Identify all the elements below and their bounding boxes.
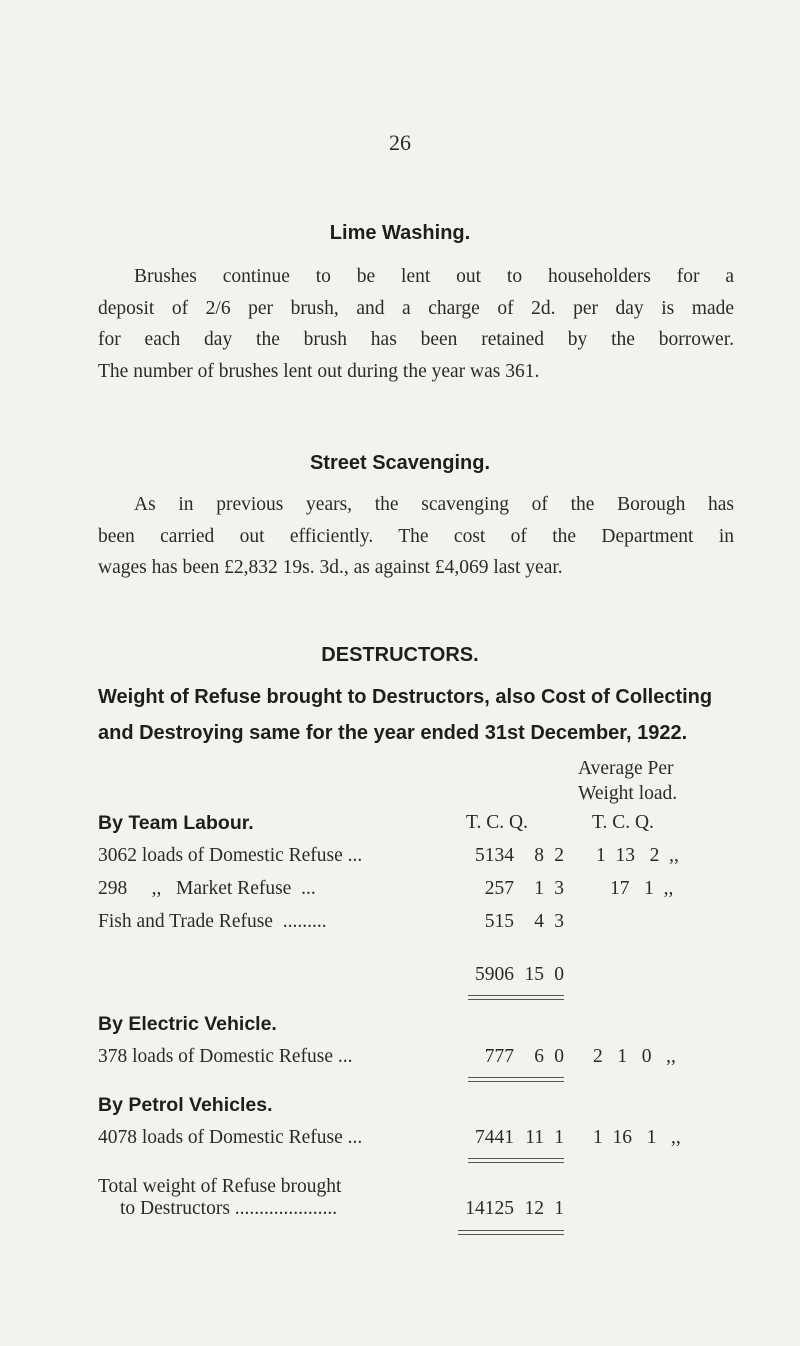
team-labour-heading: By Team Labour. — [98, 812, 254, 834]
petrol-tons: 7441 — [475, 1127, 514, 1148]
grand-total-rule-top — [458, 1230, 564, 1231]
team-row-3-qtr: 3 — [554, 911, 564, 932]
lime-line-3: for each day the brush has been retained by the borrower. — [98, 329, 734, 350]
petrol-average: 1 16 1 ,, — [593, 1127, 681, 1148]
team-total-rule-top — [468, 995, 564, 996]
team-row-2-qtr: 3 — [554, 878, 564, 899]
grand-total-label-line-2: to Destructors ..................... — [120, 1198, 338, 1219]
petrol-qtr: 1 — [554, 1127, 564, 1148]
petrol-heading: By Petrol Vehicles. — [98, 1094, 273, 1116]
electric-heading: By Electric Vehicle. — [98, 1013, 277, 1035]
team-row-2-label: 298 ,, Market Refuse ... — [98, 878, 316, 899]
team-row-1-label: 3062 loads of Domestic Refuse ... — [98, 845, 363, 866]
electric-rule-bottom — [468, 1081, 564, 1082]
petrol-label: 4078 loads of Domestic Refuse ... — [98, 1127, 363, 1148]
lime-washing-heading: Lime Washing. — [329, 222, 471, 244]
destructors-heading: DESTRUCTORS. — [321, 644, 479, 666]
avg-header-line-2: Weight load. — [578, 783, 678, 804]
electric-qtr: 0 — [554, 1046, 564, 1067]
avg-header-line-1: Average Per — [578, 758, 674, 779]
avg-col-header-tcq: T. C. Q. — [592, 812, 654, 833]
col-header-tcq: T. C. Q. — [466, 812, 528, 833]
destructors-subtitle-line-1: Weight of Refuse brought to Destructors, also Cost of Collecting — [98, 686, 713, 708]
petrol-rule-bottom — [468, 1162, 564, 1163]
team-row-3-tons: 515 — [484, 911, 514, 932]
team-row-1-qtr: 2 — [554, 845, 564, 866]
street-scavenging-paragraph — [98, 489, 734, 584]
electric-tons: 777 — [484, 1046, 514, 1067]
page-number: 26 — [389, 130, 411, 155]
grand-total-label-line-1: Total weight of Refuse brought — [98, 1176, 342, 1197]
team-row-3-label: Fish and Trade Refuse ......... — [98, 911, 327, 932]
street-scavenging-heading: Street Scavenging. — [309, 452, 491, 474]
team-row-2-average: 17 1 ,, — [610, 878, 674, 899]
team-row-1-cwt: 8 — [534, 845, 544, 866]
scav-line-3: wages has been £2,832 19s. 3d., as against £4,069 last year. — [98, 557, 563, 578]
scav-line-1: As in previous years, the scavenging of the Borough has — [134, 494, 734, 515]
team-row-1-average: 1 13 2 ,, — [596, 845, 679, 866]
destructors-subtitle-line-2: and Destroying same for the year ended 31st December, 1922. — [98, 722, 688, 744]
electric-cwt: 6 — [534, 1046, 544, 1067]
team-total-cwt: 15 — [524, 964, 544, 985]
grand-total-cwt: 12 — [524, 1198, 544, 1219]
team-total-qtr: 0 — [554, 964, 564, 985]
team-row-3-cwt: 4 — [534, 911, 544, 932]
lime-line-2: deposit of 2/6 per brush, and a charge of 2d. per day is made — [98, 297, 734, 319]
scav-line-2: been carried out efficiently. The cost of the Department in — [98, 525, 734, 547]
team-row-2-tons: 257 — [484, 878, 514, 899]
grand-total-tons: 14125 — [465, 1198, 514, 1219]
electric-label: 378 loads of Domestic Refuse ... — [98, 1046, 353, 1067]
petrol-rule-top — [468, 1158, 564, 1159]
lime-washing-paragraph — [98, 261, 734, 387]
team-row-1-tons: 5134 — [475, 845, 514, 866]
electric-rule-top — [468, 1077, 564, 1078]
team-row-2-cwt: 1 — [534, 878, 544, 899]
lime-line-1: Brushes continue to be lent out to householders for a — [134, 266, 734, 287]
grand-total-rule-bottom — [458, 1234, 564, 1235]
team-total-tons: 5906 — [475, 964, 514, 985]
team-total-rule-bottom — [468, 999, 564, 1000]
electric-average: 2 1 0 ,, — [593, 1046, 676, 1067]
petrol-cwt: 11 — [525, 1127, 544, 1148]
lime-line-4: The number of brushes lent out during the year was 361. — [98, 360, 540, 382]
grand-total-qtr: 1 — [554, 1198, 564, 1219]
